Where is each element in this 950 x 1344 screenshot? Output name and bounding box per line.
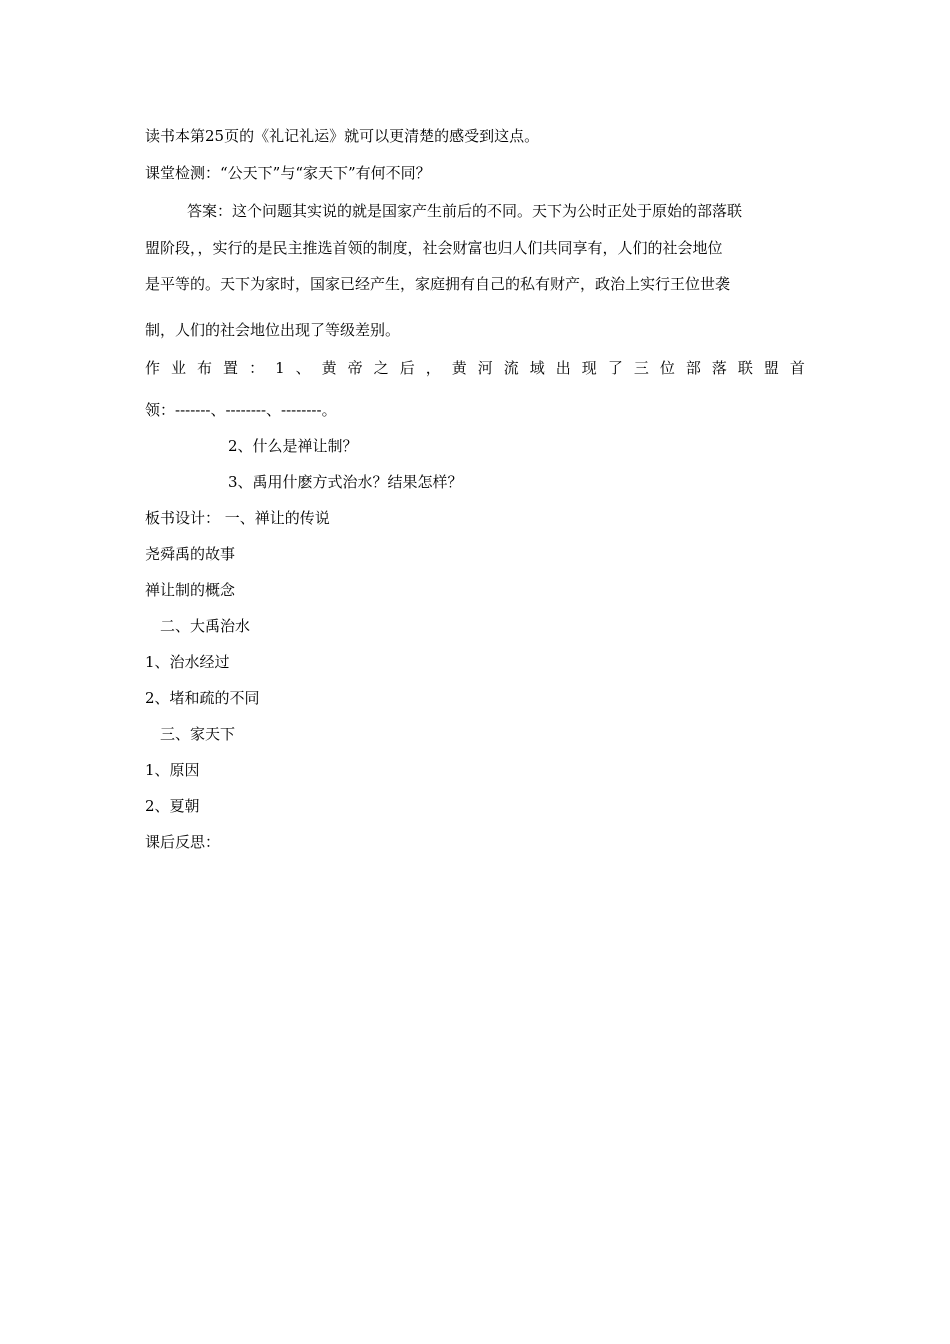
homework-question-2: 2、什么是禅让制？ (228, 437, 358, 455)
homework-line-1-char: 流 (503, 359, 519, 377)
homework-line-1-char: 位 (659, 359, 675, 377)
homework-line-1-char: 落 (711, 359, 727, 377)
homework-line-1-char: 出 (555, 359, 571, 377)
board-section-flood-control: 二、大禹治水 (160, 617, 251, 635)
answer-line-4: 制，人们的社会地位出现了等级差别。 (145, 321, 401, 339)
board-item-story: 尧舜禹的故事 (145, 545, 236, 563)
homework-line-1-char: 首 (789, 359, 805, 377)
homework-line-1-char: 黄 (451, 359, 467, 377)
homework-line-1-char: 1 (275, 359, 285, 377)
board-item-xia-dynasty: 2、夏朝 (145, 797, 200, 815)
board-item-difference: 2、堵和疏的不同 (145, 689, 260, 707)
paragraph-reading-reference: 读书本第25页的《礼记礼运》就可以更清楚的感受到这点。 (145, 127, 540, 145)
homework-line-1-char: 现 (581, 359, 597, 377)
homework-line-1-char: 部 (685, 359, 701, 377)
answer-line-1: 答案：这个问题其实说的就是国家产生前后的不同。天下为公时正处于原始的部落联 (187, 202, 743, 220)
board-section-family-rule: 三、家天下 (160, 725, 236, 743)
answer-line-2: 盟阶段，，实行的是民主推选首领的制度，社会财富也归人们共同享有，人们的社会地位 (145, 239, 723, 257)
paragraph-class-test: 课堂检测：“公天下”与“家天下”有何不同？ (145, 164, 431, 182)
homework-line-1 (145, 358, 805, 378)
board-design-heading: 板书设计： 一、禅让的传说 (145, 509, 330, 527)
homework-line-1-char: 联 (737, 359, 753, 377)
homework-line-1-char: 帝 (347, 359, 363, 377)
homework-line-1-char: 域 (529, 359, 545, 377)
homework-question-3: 3、禹用什麽方式治水？结果怎样？ (228, 473, 463, 491)
homework-line-1-char: 、 (295, 359, 311, 377)
board-item-concept: 禅让制的概念 (145, 581, 236, 599)
homework-line-1-char: 了 (607, 359, 623, 377)
homework-line-1-char: 后 (399, 359, 415, 377)
homework-line-1-char: 之 (373, 359, 389, 377)
homework-line-1-char: 布 (197, 359, 213, 377)
homework-line-2: 领：-------、--------、--------。 (145, 401, 337, 419)
homework-line-1-char: 盟 (763, 359, 779, 377)
homework-line-1-char: ： (249, 359, 265, 377)
homework-line-1-char: ， (425, 359, 441, 377)
homework-line-1-char: 作 (145, 359, 161, 377)
homework-line-1-char: 黄 (321, 359, 337, 377)
homework-line-1-char: 河 (477, 359, 493, 377)
homework-line-1-char: 三 (633, 359, 649, 377)
after-class-reflection: 课后反思： (145, 833, 221, 851)
board-item-cause: 1、原因 (145, 761, 200, 779)
homework-line-1-char: 置 (223, 359, 239, 377)
board-item-process: 1、治水经过 (145, 653, 230, 671)
answer-line-3: 是平等的。天下为家时，国家已经产生，家庭拥有自己的私有财产，政治上实行王位世袭 (145, 275, 731, 293)
homework-line-1-char: 业 (171, 359, 187, 377)
